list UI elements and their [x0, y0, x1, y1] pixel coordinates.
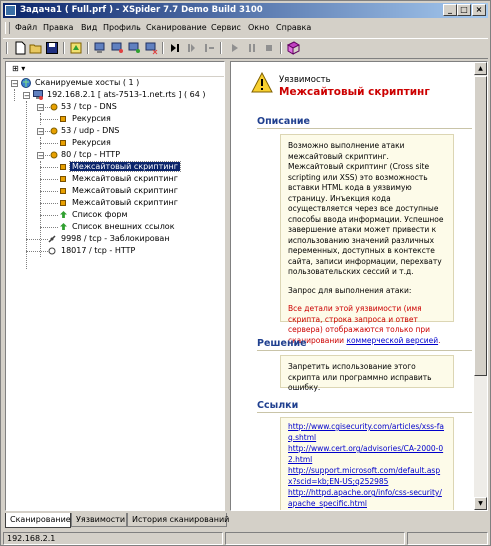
solution-heading: Решение	[257, 338, 307, 349]
menu-service[interactable]: Сервис	[211, 23, 241, 32]
stop-icon[interactable]	[262, 41, 276, 55]
description-box	[280, 134, 454, 345]
tree-line	[40, 179, 58, 180]
port-node[interactable]: 80 / tcp - HTTP	[61, 150, 121, 159]
open-folder-icon[interactable]	[29, 41, 43, 55]
solution-text: Запретить использование этого скрипта или программно исправить ошибку.	[288, 362, 432, 392]
menu-file[interactable]: Файл	[15, 23, 38, 32]
scroll-thumb[interactable]	[474, 76, 487, 376]
port-open-icon	[50, 103, 58, 111]
request-label: Запрос для выполнения атаки:	[288, 285, 412, 295]
vulnerability-icon	[60, 176, 66, 182]
section-divider	[257, 350, 472, 351]
links-heading: Ссылки	[257, 400, 299, 411]
tab-vulnerabilities[interactable]: Уязвимости	[71, 513, 127, 527]
save-icon[interactable]	[45, 41, 59, 55]
add-range-icon[interactable]	[110, 41, 124, 55]
rescan-icon[interactable]	[202, 41, 216, 55]
scroll-up-button[interactable]: ▲	[474, 62, 487, 75]
window-title: Задача1 ( Full.prf ) - XSpider 7.7 Demo Build 3100	[20, 5, 263, 15]
toolbar-separator	[87, 42, 89, 54]
vulnerability-icon	[60, 140, 66, 146]
vulnerability-category: Уязвимость	[279, 75, 331, 85]
tree-line	[26, 101, 27, 269]
toolbar-separator	[63, 42, 65, 54]
tree-line	[14, 89, 15, 101]
port-blocked-icon	[48, 235, 56, 243]
vulnerability-icon	[60, 116, 66, 122]
port-icon	[48, 247, 56, 255]
reference-link[interactable]: http://www.cgisecurity.com/articles/xss-faq.shtml	[288, 422, 445, 442]
toolbar-grip	[6, 42, 8, 54]
menu-scan[interactable]: Сканирование	[146, 23, 207, 32]
vulnerability-icon	[60, 164, 66, 170]
add-host-icon[interactable]	[93, 41, 107, 55]
port-open-icon	[50, 151, 58, 159]
tree-item[interactable]: Рекурсия	[72, 114, 111, 123]
report-icon[interactable]	[286, 41, 300, 55]
toolbar-separator	[162, 42, 164, 54]
maximize-button[interactable]: □	[457, 4, 471, 16]
vulnerability-icon	[60, 188, 66, 194]
menu-help[interactable]: Справка	[276, 23, 312, 32]
description-text: Возможно выполнение атаки межсайтовый скриптинг. Межсайтовый скриптинг (Cross site scripting или XSS) это возможность вставки HTML кода в уязвимую страницу. Инъекция кода осуществляется через все доступные способы ввода информации. Успешное завершение атаки может привести к использованию значений различных переменных, доступных в контексте сайта, записи информации, перехвату пользовательских сессий и т.д.	[288, 141, 444, 276]
section-divider	[257, 412, 472, 413]
tree-line	[40, 203, 58, 204]
solution-box	[280, 355, 454, 392]
tree-item[interactable]: Межсайтовый скриптинг	[72, 174, 178, 183]
tree-expand-control[interactable]: ⊞ ▾	[12, 64, 26, 73]
notice-end: .	[438, 335, 441, 345]
menu-view[interactable]: Вид	[81, 23, 98, 32]
new-file-icon[interactable]	[13, 41, 27, 55]
expand-toggle[interactable]: −	[38, 104, 44, 112]
details-content	[231, 62, 474, 510]
tree-item[interactable]: Межсайтовый скриптинг	[72, 186, 178, 195]
commercial-notice	[288, 304, 446, 346]
tree-line	[26, 239, 48, 240]
tree-line	[40, 167, 58, 168]
tree-line	[40, 119, 58, 120]
close-button[interactable]: ×	[472, 4, 486, 16]
port-node[interactable]: 53 / tcp - DNS	[61, 102, 117, 111]
tree-item[interactable]: Межсайтовый скриптинг	[72, 198, 178, 207]
step-scan-icon[interactable]	[185, 41, 199, 55]
tree-root[interactable]: Сканируемые хосты ( 1 )	[35, 78, 140, 87]
port-node[interactable]: 9998 / tcp - Заблокирован	[61, 234, 170, 243]
reference-link[interactable]: http://www.cert.org/advisories/CA-2000-02.html	[288, 444, 444, 464]
toolbar-separator	[280, 42, 282, 54]
tree-item[interactable]: Рекурсия	[72, 138, 111, 147]
info-arrow-icon	[60, 223, 67, 230]
toolbar-separator	[220, 42, 222, 54]
commercial-version-link[interactable]: коммерческой версией	[346, 335, 439, 345]
tree-item-selected[interactable]: Межсайтовый скриптинг	[72, 162, 178, 171]
hosts-tree-pane	[5, 61, 225, 511]
status-panel	[407, 532, 488, 545]
menubar-grip	[5, 22, 10, 34]
port-node[interactable]: 18017 / tcp - HTTP	[61, 246, 136, 255]
title-bar[interactable]	[3, 3, 488, 18]
scroll-down-button[interactable]: ▼	[474, 497, 487, 510]
notice-text: Все детали этой уязвимости (имя скрипта, строка запроса и ответ сервера) отображаются только при сканировании	[288, 304, 430, 345]
tree-item[interactable]: Список внешних ссылок	[72, 222, 175, 231]
status-host: 192.168.2.1	[3, 532, 223, 545]
expand-toggle[interactable]: −	[24, 92, 30, 100]
toolbar	[3, 38, 488, 59]
menu-bar	[3, 20, 488, 36]
warning-icon	[251, 72, 273, 94]
expand-toggle[interactable]: −	[38, 152, 44, 160]
menu-profile[interactable]: Профиль	[103, 23, 141, 32]
tree-item[interactable]: Список форм	[72, 210, 128, 219]
tree-line	[40, 191, 58, 192]
info-arrow-icon	[60, 211, 67, 218]
tab-scan-history[interactable]: История сканирований	[127, 513, 227, 527]
menu-window[interactable]: Окно	[248, 23, 270, 32]
app-icon	[5, 5, 16, 16]
description-heading: Описание	[257, 116, 311, 127]
globe-icon	[21, 78, 31, 88]
vulnerability-title: Межсайтовый скриптинг	[279, 86, 430, 98]
section-divider	[257, 128, 472, 129]
port-node[interactable]: 53 / udp - DNS	[61, 126, 120, 135]
delete-host-icon[interactable]	[144, 41, 158, 55]
reference-link[interactable]: http://httpd.apache.org/info/css-security/apache_specific.html	[288, 488, 442, 508]
port-open-icon	[50, 127, 58, 135]
links-box	[280, 417, 454, 511]
vulnerability-details-pane	[230, 61, 488, 511]
start-scan-icon[interactable]	[168, 41, 182, 55]
host-node[interactable]: 192.168.2.1 [ ats-7513-1.net.rts ] ( 64 )	[47, 90, 206, 99]
tab-scanning[interactable]: Сканирование	[5, 513, 71, 528]
tree-toolbar	[6, 62, 224, 77]
pause-icon[interactable]	[245, 41, 259, 55]
status-bar	[3, 532, 488, 545]
minimize-button[interactable]: _	[443, 4, 457, 16]
status-panel	[225, 532, 405, 545]
vertical-scrollbar[interactable]	[474, 62, 487, 510]
expand-toggle[interactable]: −	[38, 128, 44, 136]
tree-line	[40, 143, 58, 144]
expand-toggle[interactable]: −	[12, 80, 18, 88]
menu-edit[interactable]: Правка	[43, 23, 74, 32]
host-icon	[33, 90, 43, 100]
tree-line	[40, 215, 58, 216]
profile-icon[interactable]	[69, 41, 83, 55]
tree-line	[40, 161, 41, 257]
play-icon[interactable]	[228, 41, 242, 55]
vulnerability-icon	[60, 200, 66, 206]
reference-link[interactable]: http://support.microsoft.com/default.aspx?scid=kb;EN-US;q252985	[288, 466, 441, 486]
tree-line	[40, 227, 58, 228]
host-settings-icon[interactable]	[127, 41, 141, 55]
tree-line	[26, 251, 48, 252]
